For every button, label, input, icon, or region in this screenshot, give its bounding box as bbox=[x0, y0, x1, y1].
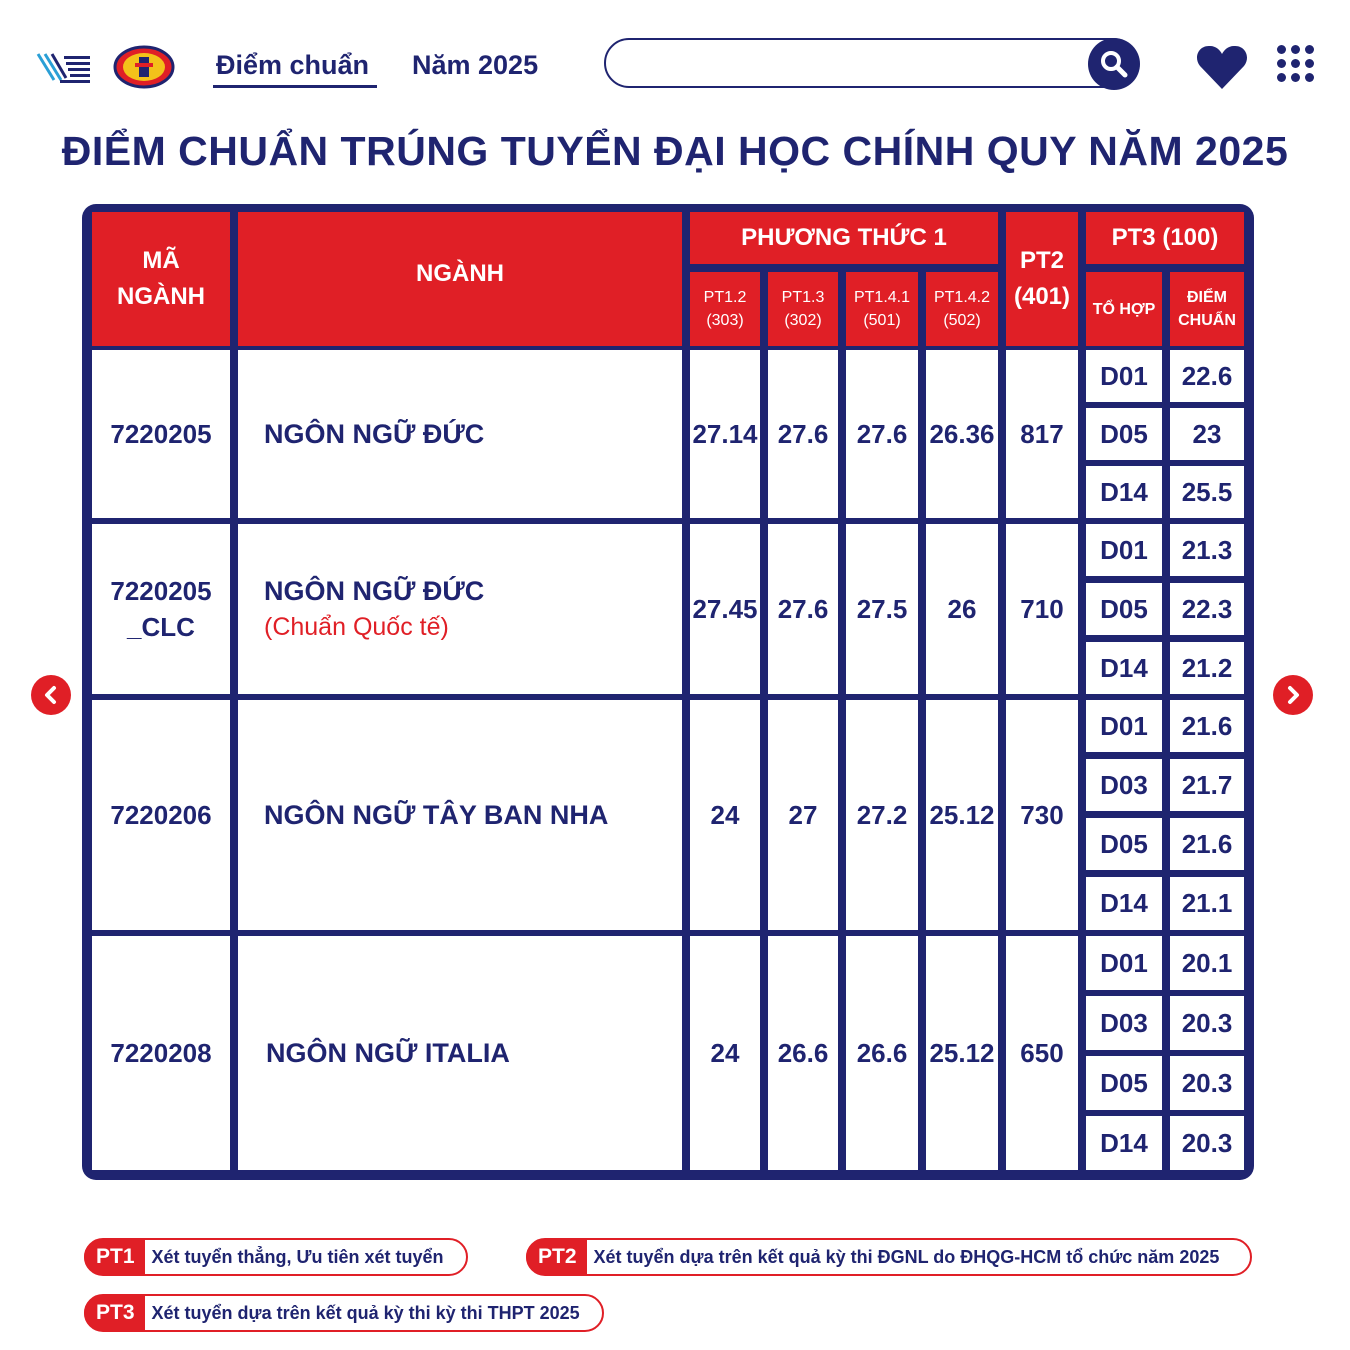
row-major-name: NGÔN NGỮ ITALIA bbox=[266, 1037, 510, 1068]
score-value: 27.6 bbox=[856, 418, 908, 449]
row-pt1-score bbox=[768, 700, 838, 930]
score-value: 24 bbox=[710, 799, 740, 830]
pt3-combo bbox=[1086, 583, 1162, 635]
legend-pt1 bbox=[84, 1238, 468, 1276]
header-sub-line2: (502) bbox=[943, 312, 981, 329]
legend-tag: PT3 bbox=[84, 1295, 145, 1331]
pt3-score bbox=[1170, 408, 1244, 460]
row-pt1-score bbox=[846, 350, 918, 518]
search-button[interactable] bbox=[1088, 38, 1140, 90]
apps-grid-icon[interactable] bbox=[1277, 45, 1315, 83]
header-pt2 bbox=[1006, 212, 1078, 346]
score-table bbox=[82, 204, 1254, 1180]
header-code-line1: MÃ bbox=[142, 247, 180, 274]
score-value: 21.2 bbox=[1181, 652, 1233, 683]
legend-text: Xét tuyển thẳng, Ưu tiên xét tuyển bbox=[151, 1246, 444, 1267]
legend-text: Xét tuyển dựa trên kết quả kỳ thi kỳ thi THPT 2025 bbox=[151, 1302, 580, 1323]
pt3-combo bbox=[1086, 350, 1162, 402]
score-value: 730 bbox=[1020, 799, 1064, 830]
score-value: 25.12 bbox=[929, 799, 995, 830]
pt3-score bbox=[1170, 1116, 1244, 1170]
score-value: 21.7 bbox=[1181, 769, 1233, 800]
score-value: 21.6 bbox=[1181, 828, 1233, 859]
row-major bbox=[238, 524, 682, 694]
score-value: 22.6 bbox=[1181, 360, 1233, 391]
combo-value: D14 bbox=[1100, 888, 1148, 918]
score-value: 27 bbox=[788, 799, 818, 830]
pt3-combo bbox=[1086, 1116, 1162, 1170]
pt3-score bbox=[1170, 524, 1244, 576]
header-pt3 bbox=[1086, 212, 1244, 264]
pt3-score bbox=[1170, 466, 1244, 518]
score-value: 26.36 bbox=[929, 418, 995, 449]
pt3-score bbox=[1170, 996, 1244, 1050]
prev-arrow-button[interactable] bbox=[31, 675, 71, 715]
page-title: ĐIỂM CHUẨN TRÚNG TUYỂN ĐẠI HỌC CHÍNH QUY NĂM 2025 bbox=[61, 128, 1289, 174]
legend-tag: PT2 bbox=[526, 1239, 587, 1275]
pt3-score bbox=[1170, 1056, 1244, 1110]
score-value: 25.5 bbox=[1181, 476, 1233, 507]
pt3-combo bbox=[1086, 408, 1162, 460]
row-pt2-score bbox=[1006, 700, 1078, 930]
score-value: 27.5 bbox=[856, 593, 908, 624]
row-major bbox=[238, 936, 682, 1170]
score-value: 20.3 bbox=[1181, 1007, 1233, 1038]
legend-pt3 bbox=[84, 1294, 604, 1332]
score-value: 26.6 bbox=[856, 1037, 908, 1068]
header-pt3-score-line2: CHUẨN bbox=[1178, 312, 1236, 329]
header-sub-line2: (501) bbox=[863, 312, 901, 329]
row-major bbox=[238, 350, 682, 518]
pt3-combo bbox=[1086, 466, 1162, 518]
score-value: 23 bbox=[1192, 418, 1222, 449]
combo-value: D01 bbox=[1100, 710, 1148, 741]
pt3-combo bbox=[1086, 759, 1162, 811]
combo-value: D05 bbox=[1100, 418, 1148, 449]
header-major-label: NGÀNH bbox=[416, 260, 504, 287]
row-major-note: (Chuẩn Quốc tế) bbox=[264, 613, 449, 641]
row-pt1-score bbox=[768, 524, 838, 694]
score-value: 710 bbox=[1020, 593, 1064, 624]
score-value: 27.14 bbox=[692, 418, 758, 449]
header-code bbox=[92, 212, 230, 346]
pt3-combo bbox=[1086, 1056, 1162, 1110]
pt3-combo bbox=[1086, 700, 1162, 752]
search-icon bbox=[1098, 48, 1130, 80]
score-value: 817 bbox=[1020, 418, 1064, 449]
legend-tag: PT1 bbox=[84, 1239, 145, 1275]
row-pt1-score bbox=[926, 524, 998, 694]
row-pt1-score bbox=[768, 350, 838, 518]
combo-value: D03 bbox=[1100, 1007, 1148, 1038]
header-sub-line1: PT1.4.1 bbox=[853, 289, 911, 306]
row-major-name: NGÔN NGỮ TÂY BAN NHA bbox=[264, 799, 609, 830]
pt3-score bbox=[1170, 583, 1244, 635]
score-value: 27.6 bbox=[777, 593, 829, 624]
row-major-name: NGÔN NGỮ ĐỨC bbox=[264, 576, 485, 606]
score-value: 26.6 bbox=[777, 1037, 829, 1068]
row-code-value: 7220205 bbox=[110, 576, 212, 606]
pt3-combo bbox=[1086, 996, 1162, 1050]
score-value: 27.6 bbox=[777, 418, 829, 449]
pt3-score bbox=[1170, 759, 1244, 811]
header-pt1-sub bbox=[768, 272, 838, 346]
score-value: 21.3 bbox=[1181, 534, 1233, 565]
combo-value: D14 bbox=[1100, 476, 1148, 507]
pt3-score bbox=[1170, 818, 1244, 870]
pt3-combo bbox=[1086, 642, 1162, 694]
chevron-right-icon bbox=[1283, 685, 1303, 705]
header-pt1-sub bbox=[690, 272, 760, 346]
combo-value: D14 bbox=[1100, 1127, 1148, 1158]
chevron-left-icon bbox=[41, 685, 61, 705]
pt3-combo bbox=[1086, 524, 1162, 576]
row-pt2-score bbox=[1006, 524, 1078, 694]
score-value: 20.3 bbox=[1181, 1067, 1233, 1098]
combo-value: D05 bbox=[1100, 828, 1148, 859]
pt3-score bbox=[1170, 936, 1244, 990]
row-pt1-score bbox=[690, 936, 760, 1170]
row-major-name: NGÔN NGỮ ĐỨC bbox=[264, 418, 485, 449]
row-pt2-score bbox=[1006, 936, 1078, 1170]
pt3-combo bbox=[1086, 936, 1162, 990]
pt3-score bbox=[1170, 642, 1244, 694]
row-code-suffix: _CLC bbox=[127, 612, 195, 642]
combo-value: D01 bbox=[1100, 360, 1148, 391]
pt3-score bbox=[1170, 350, 1244, 402]
score-value: 25.12 bbox=[929, 1037, 995, 1068]
nav-tab-year[interactable]: Năm 2025 bbox=[412, 50, 539, 80]
score-value: 21.6 bbox=[1181, 710, 1233, 741]
combo-value: D01 bbox=[1100, 947, 1148, 978]
search-input[interactable] bbox=[604, 38, 1138, 88]
combo-value: D05 bbox=[1100, 1067, 1148, 1098]
active-tab-underline bbox=[213, 85, 377, 88]
header-code-line2: NGÀNH bbox=[117, 283, 205, 310]
header-pt3-label: PT3 (100) bbox=[1111, 224, 1219, 251]
header-pt3-combo-label: TỔ HỢP bbox=[1092, 300, 1156, 318]
header-major bbox=[238, 212, 682, 346]
header-pt3-score bbox=[1170, 272, 1244, 346]
score-value: 24 bbox=[710, 1037, 740, 1068]
header-sub-line1: PT1.4.2 bbox=[933, 289, 991, 306]
row-pt1-score bbox=[926, 936, 998, 1170]
row-code-value: 7220205 bbox=[110, 419, 212, 449]
combo-value: D14 bbox=[1100, 652, 1148, 683]
row-pt1-score bbox=[690, 700, 760, 930]
score-value: 650 bbox=[1020, 1037, 1064, 1068]
row-pt1-score bbox=[926, 350, 998, 518]
emblem-logo-icon[interactable] bbox=[113, 44, 175, 90]
header-pt2-line1: PT2 bbox=[1019, 247, 1064, 274]
header-pt1 bbox=[690, 212, 998, 264]
header-sub-line2: (303) bbox=[706, 312, 744, 329]
row-code bbox=[92, 350, 230, 518]
next-arrow-button[interactable] bbox=[1273, 675, 1313, 715]
row-pt1-score bbox=[926, 700, 998, 930]
combo-value: D05 bbox=[1100, 593, 1148, 624]
header-sub-line2: (302) bbox=[784, 312, 822, 329]
row-pt1-score bbox=[768, 936, 838, 1170]
legend-text: Xét tuyển dựa trên kết quả kỳ thi ĐGNL do ĐHQG-HCM tổ chức năm 2025 bbox=[593, 1246, 1220, 1267]
pt3-score bbox=[1170, 700, 1244, 752]
pt3-combo bbox=[1086, 818, 1162, 870]
book-logo-icon[interactable] bbox=[36, 50, 92, 86]
row-pt1-score bbox=[846, 524, 918, 694]
header-pt1-sub bbox=[846, 272, 918, 346]
row-code-value: 7220206 bbox=[110, 800, 212, 830]
score-value: 20.3 bbox=[1181, 1127, 1233, 1158]
header-pt2-line2: (401) bbox=[1013, 283, 1071, 310]
legend-pt2 bbox=[526, 1238, 1252, 1276]
header-sub-line1: PT1.3 bbox=[781, 289, 825, 306]
pt3-combo bbox=[1086, 877, 1162, 930]
row-major bbox=[238, 700, 682, 930]
row-pt2-score bbox=[1006, 350, 1078, 518]
row-code bbox=[92, 936, 230, 1170]
header-pt3-score-line1: ĐIỂM bbox=[1187, 289, 1227, 306]
row-pt1-score bbox=[846, 936, 918, 1170]
header-pt1-sub bbox=[926, 272, 998, 346]
combo-value: D01 bbox=[1100, 534, 1148, 565]
row-code-value: 7220208 bbox=[110, 1038, 212, 1068]
heart-icon[interactable] bbox=[1196, 44, 1248, 90]
score-value: 27.45 bbox=[692, 593, 758, 624]
header-sub-line1: PT1.2 bbox=[703, 289, 747, 306]
row-code bbox=[92, 524, 230, 694]
row-code bbox=[92, 700, 230, 930]
combo-value: D03 bbox=[1100, 769, 1148, 800]
score-value: 21.1 bbox=[1181, 888, 1233, 918]
pt3-score bbox=[1170, 877, 1244, 930]
header-pt3-combo bbox=[1086, 272, 1162, 346]
nav-tab-diem-chuan[interactable]: Điểm chuẩn bbox=[216, 50, 370, 80]
row-pt1-score bbox=[846, 700, 918, 930]
row-pt1-score bbox=[690, 350, 760, 518]
score-value: 27.2 bbox=[856, 799, 908, 830]
score-value: 20.1 bbox=[1181, 947, 1233, 978]
row-pt1-score bbox=[690, 524, 760, 694]
score-value: 26 bbox=[947, 593, 977, 624]
header-pt1-label: PHƯƠNG THỨC 1 bbox=[741, 224, 947, 251]
score-value: 22.3 bbox=[1181, 593, 1233, 624]
